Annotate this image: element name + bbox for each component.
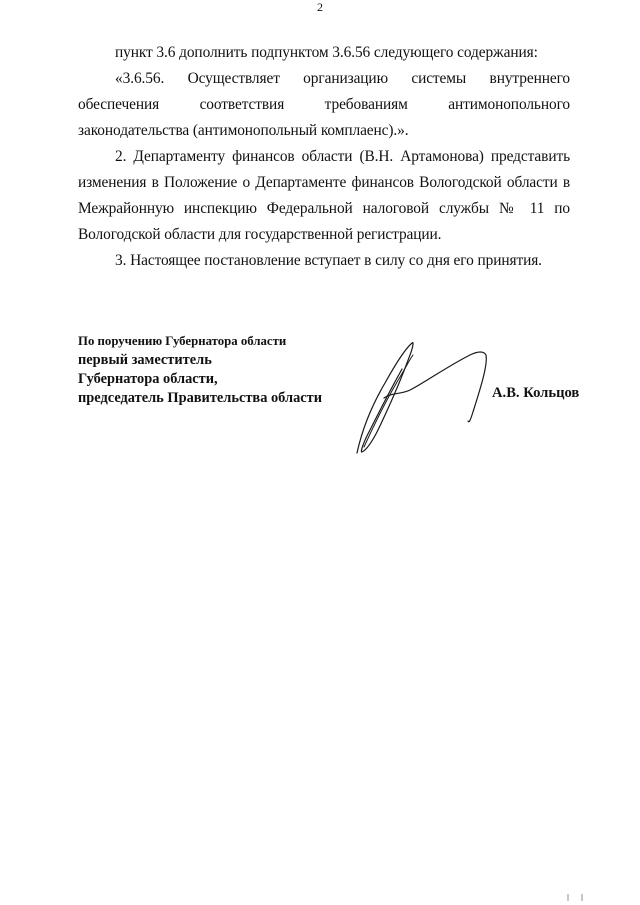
paragraph-item-3: 3. Настоящее постановление вступает в силу со дня его принятия. bbox=[115, 252, 542, 269]
paragraph-item-2: 2. Департаменту финансов области (В.Н. Артамонова) представить изменения в Положение о Департаменте финансов Вологодской области в Межрайонную инспекцию Федеральной налоговой службы № 11 по Вологодской области для государственной регистрации. bbox=[78, 148, 570, 243]
handwritten-signature bbox=[340, 335, 500, 460]
signatory-position-line-1: первый заместитель bbox=[78, 352, 212, 368]
paragraph-amendment-quote: «3.6.56. Осуществляет организацию системы внутреннего обеспечения соответствия требованиям антимонопольного законодательства (антимонопольный комплаенс).». bbox=[78, 70, 570, 139]
scan-corner-marks bbox=[566, 892, 586, 902]
paragraph-amendment-intro: пункт 3.6 дополнить подпунктом 3.6.56 следующего содержания: bbox=[115, 44, 538, 61]
signatory-authority-line: По поручению Губернатора области bbox=[78, 334, 287, 348]
signatory-name: А.В. Кольцов bbox=[492, 385, 580, 401]
page-number: 2 bbox=[317, 0, 323, 14]
signatory-position-line-2: Губернатора области, bbox=[78, 371, 218, 387]
document-body bbox=[78, 40, 570, 274]
signatory-title-block bbox=[78, 331, 378, 408]
signatory-position-line-3: председатель Правительства области bbox=[78, 390, 323, 406]
